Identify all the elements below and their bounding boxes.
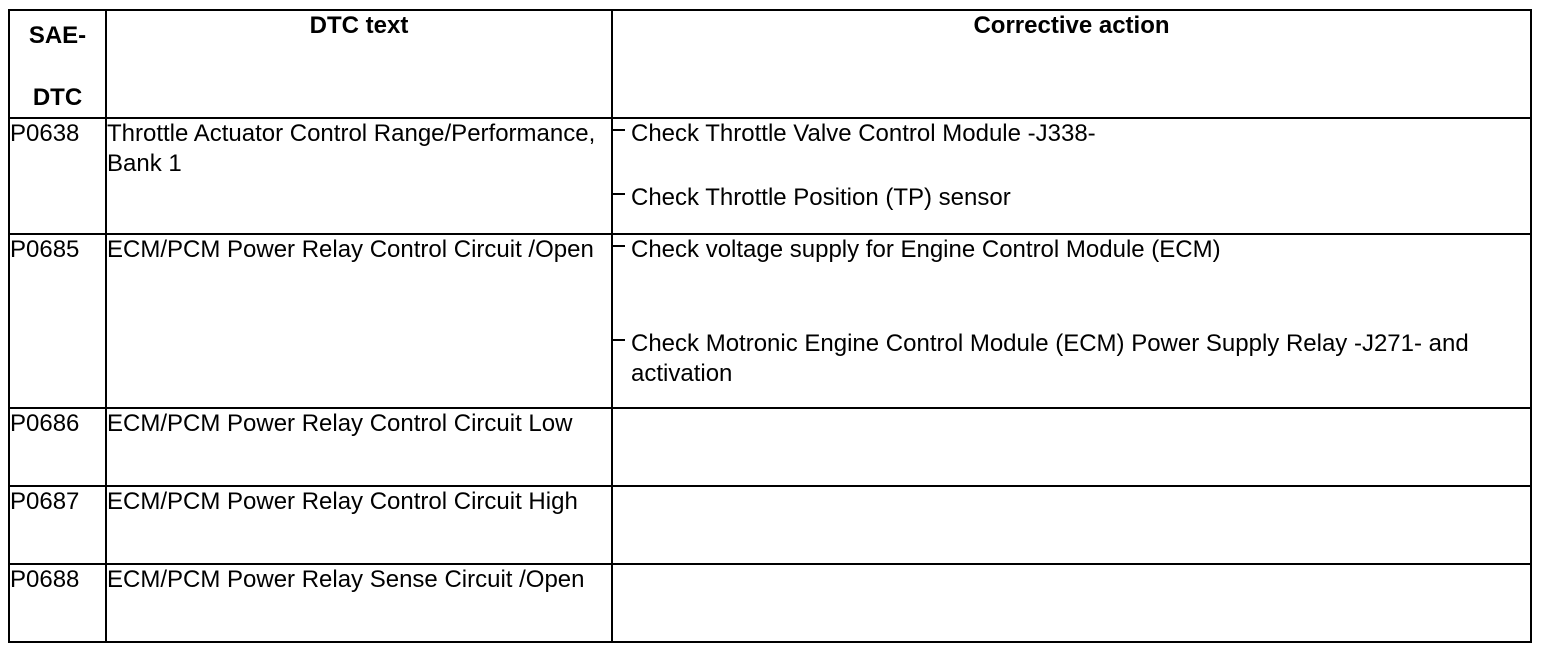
action-text: Check voltage supply for Engine Control Module (ECM) <box>631 236 1221 263</box>
table-row <box>9 486 1531 564</box>
action-text: Check Motronic Engine Control Module (ECM) Power Supply Relay -J271- and activation <box>631 330 1469 387</box>
action-item <box>613 119 1530 149</box>
corrective-action-cell <box>612 564 1531 642</box>
dash-bullet-icon <box>613 245 625 247</box>
dash-bullet-icon <box>613 129 625 131</box>
corrective-action-cell <box>612 486 1531 564</box>
dtc-description: ECM/PCM Power Relay Control Circuit Low <box>106 408 612 486</box>
corrective-action-cell <box>612 234 1531 408</box>
action-item <box>613 329 1530 389</box>
table-row <box>9 234 1531 408</box>
action-text: Check Throttle Valve Control Module -J338- <box>631 120 1096 147</box>
table-header-row <box>9 10 1531 118</box>
dtc-description: ECM/PCM Power Relay Control Circuit /Open <box>106 234 612 408</box>
table-row <box>9 118 1531 234</box>
table-row <box>9 564 1531 642</box>
dtc-description: ECM/PCM Power Relay Control Circuit High <box>106 486 612 564</box>
dtc-code: P0685 <box>9 234 106 408</box>
header-code-line2: DTC <box>32 84 83 111</box>
corrective-action-cell <box>612 408 1531 486</box>
action-text: Check Throttle Position (TP) sensor <box>631 184 1011 211</box>
dtc-table <box>8 9 1532 643</box>
dtc-code: P0638 <box>9 118 106 234</box>
action-item <box>613 183 1530 213</box>
corrective-action-cell <box>612 118 1531 234</box>
dtc-code: P0687 <box>9 486 106 564</box>
dtc-code: P0688 <box>9 564 106 642</box>
header-code-line1: SAE- <box>28 22 87 49</box>
dtc-description: ECM/PCM Power Relay Sense Circuit /Open <box>106 564 612 642</box>
dtc-code: P0686 <box>9 408 106 486</box>
header-corrective-action: Corrective action <box>612 10 1531 118</box>
dtc-description: Throttle Actuator Control Range/Performance, Bank 1 <box>106 118 612 234</box>
header-sae-dtc <box>9 10 106 118</box>
dash-bullet-icon <box>613 339 625 341</box>
dash-bullet-icon <box>613 193 625 195</box>
table-row <box>9 408 1531 486</box>
header-dtc-text: DTC text <box>106 10 612 118</box>
action-item <box>613 235 1530 265</box>
